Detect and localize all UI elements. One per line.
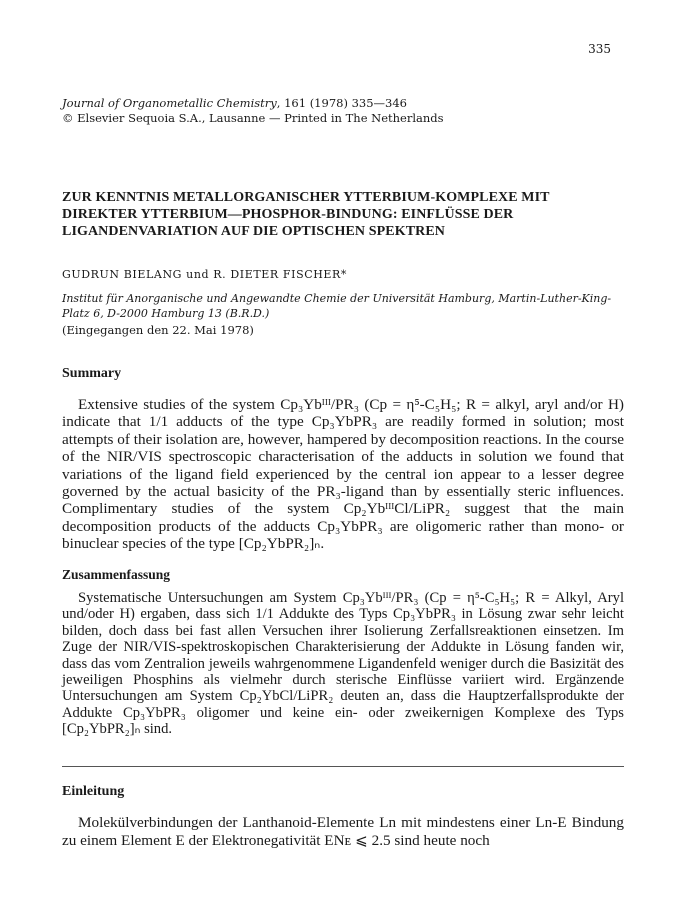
article-title: ZUR KENNTNIS METALLORGANISCHER YTTERBIUM-KOMPLEXE MIT DIREKTER YTTERBIUM—PHOSPHOR-BINDUNG: EINFLÜSSE DER LIGANDENVARIATION AUF DIE OPTISCHEN SPEKTREN	[62, 190, 550, 239]
received-date: (Eingegangen den 22. Mai 1978)	[62, 323, 254, 337]
copyright-line: © Elsevier Sequoia S.A., Lausanne — Printed in The Netherlands	[62, 111, 444, 125]
zusammenfassung-text: Systematische Untersuchungen am System Cp₃Ybᴵᴵᴵ/PR₃ (Cp = η⁵-C₅H₅; R = Alkyl, Aryl und/oder H) ergaben, dass sich 1/1 Addukte des Typs Cp₃YbPR₃ in Lösung zwar sehr leicht bilden, doch dass bei fast allen Versuchen ihrer Isolierung Zerfallsreaktionen einsetzen. Im Zuge der NIR/VIS-spektroskopischen Charakterisierung der Addukte in Lösung fanden wir, dass das vom Zentralion jeweils wahrgenommene Ligandenfeld weniger durch die Basizität des jeweiligen Phosphins als vielmehr durch sterische Einflüsse variiert wird. Ergänzende Untersuchungen am System Cp₂YbCl/LiPR₂ deuten an, dass die Hauptzerfallsprodukte der Addukte Cp₃YbPR₃ oligomer und keine ein- oder zweikernigen Komplexe des Typs [Cp₂YbPR₂]ₙ sind.	[62, 590, 624, 738]
journal-header	[62, 96, 622, 126]
einleitung-text: Molekülverbindungen der Lanthanoid-Elemente Ln mit mindestens einer Ln-E Bindung zu einem Element E der Elektronegativität ENᴇ ⩽ 2.5 sind heute noch	[62, 814, 624, 849]
zusammenfassung-heading: Zusammenfassung	[62, 567, 171, 582]
einleitung-heading: Einleitung	[62, 784, 125, 799]
page-number: 335	[588, 42, 611, 56]
affiliation: Institut für Anorganische und Angewandte Chemie der Universität Hamburg, Martin-Luther-King-Platz 6, D-2000 Hamburg 13 (B.R.D.)	[62, 292, 612, 320]
journal-citation	[62, 96, 622, 111]
authors: GUDRUN BIELANG und R. DIETER FISCHER*	[62, 268, 348, 281]
journal-name: Journal of Organometallic Chemistry	[62, 96, 277, 110]
summary-text: Extensive studies of the system Cp₃Ybᴵᴵᴵ/PR₃ (Cp = η⁵-C₅H₅; R = alkyl, aryl and/or H) indicate that 1/1 adducts of the type Cp₃YbPR₃ are readily formed in solution; most attempts of their isolation are, however, hampered by decomposition reactions. In the course of the NIR/VIS spectroscopic characterisation of the adducts in solution we found that variations of the ligand field experienced by the central ion appear to a lesser degree governed by the actual basicity of the PR₃-ligand than by essentially steric influences. Complimentary studies of the system Cp₂YbᴵᴵᴵCl/LiPR₂ suggest that the main decomposition products of the adducts Cp₃YbPR₃ are oligomeric rather than mono- or binuclear species of the type [Cp₂YbPR₂]ₙ.	[62, 396, 624, 553]
journal-volume: , 161 (1978) 335—346	[276, 96, 407, 110]
summary-heading: Summary	[62, 366, 122, 381]
section-divider	[62, 766, 624, 767]
